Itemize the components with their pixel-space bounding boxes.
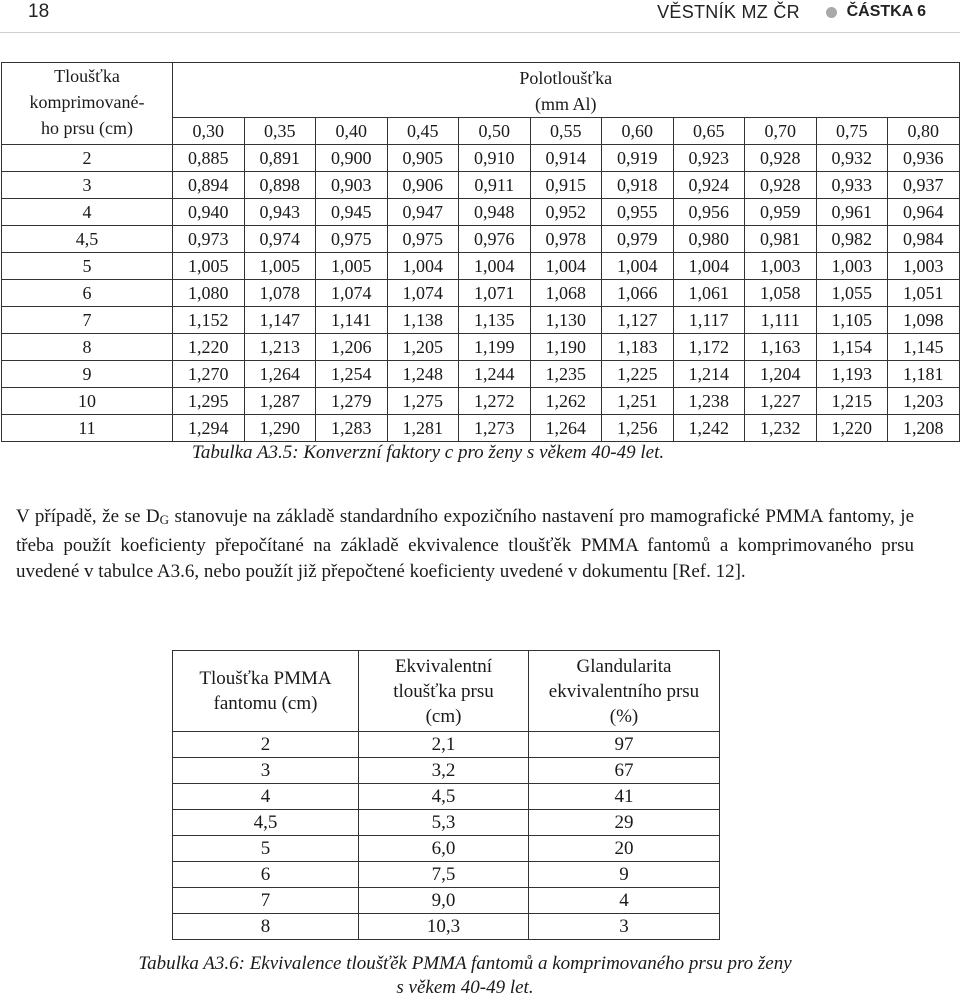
- column-header-line: (cm): [425, 705, 462, 727]
- group-header-line: Polotloušťka: [519, 68, 613, 88]
- table-cell: 6: [173, 862, 359, 888]
- table-cell: 0,945: [316, 199, 388, 226]
- table-cell: 0,914: [530, 145, 602, 172]
- table-cell: 0,955: [602, 199, 674, 226]
- table-cell: 1,190: [530, 334, 602, 361]
- table-cell: 1,138: [387, 307, 459, 334]
- column-header: [359, 651, 529, 732]
- table-cell: 0,918: [602, 172, 674, 199]
- table-cell: 1,111: [745, 307, 817, 334]
- table-cell: 97: [529, 732, 720, 758]
- table-cell: 1,283: [316, 415, 388, 442]
- column-header-line: ekvivalentního prsu: [548, 680, 700, 702]
- table-cell: 0,982: [816, 226, 888, 253]
- column-header-line: tloušťka prsu: [393, 680, 494, 702]
- table-cell: 1,003: [888, 253, 960, 280]
- column-header: 0,60: [602, 118, 674, 145]
- table-cell: 2,1: [359, 732, 529, 758]
- table-cell: 1,005: [173, 253, 245, 280]
- table-a3-6-caption: [90, 952, 840, 1000]
- table-cell: 1,172: [673, 334, 745, 361]
- table-cell: 10,3: [359, 914, 529, 940]
- table-cell: 1,279: [316, 388, 388, 415]
- column-header-line: fantomu (cm): [213, 693, 318, 714]
- table-cell: 1,254: [316, 361, 388, 388]
- table-cell: 1,238: [673, 388, 745, 415]
- table-row: [173, 836, 720, 862]
- table-cell: 0,981: [745, 226, 817, 253]
- table-cell: 0,961: [816, 199, 888, 226]
- table-cell: 0,933: [816, 172, 888, 199]
- table-cell: 4: [173, 784, 359, 810]
- table-cell: 1,294: [173, 415, 245, 442]
- issue-part: ČÁSTKA 6: [846, 3, 926, 20]
- table-cell: 1,220: [173, 334, 245, 361]
- table-cell: 0,978: [530, 226, 602, 253]
- table-cell: 1,264: [244, 361, 316, 388]
- table-cell: 0,948: [459, 199, 531, 226]
- table-cell: 0,975: [387, 226, 459, 253]
- table-cell: 0,979: [602, 226, 674, 253]
- paragraph-text-end: stanovuje na základě standardního expozičního nastavení pro mamografické PMMA fantomy, je třeba použít koeficienty přepočítané na základě ekvivalence tloušťěk PMMA fantomů a komprimovaného prsu uvedené v tabulce A3.6, nebo použít již přepočtené koeficienty uvedené v dokumentu [Ref. 12].: [16, 506, 915, 582]
- table-header-row: [173, 651, 720, 732]
- table-cell: 3: [173, 758, 359, 784]
- table-cell: 0,952: [530, 199, 602, 226]
- table-cell: 1,273: [459, 415, 531, 442]
- table-cell: 1,080: [173, 280, 245, 307]
- table-cell: 67: [529, 758, 720, 784]
- table-cell: 0,974: [244, 226, 316, 253]
- row-label: 10: [2, 388, 173, 415]
- pmma-equivalence-table: [172, 650, 720, 940]
- table-cell: 1,004: [602, 253, 674, 280]
- table-cell: 1,074: [387, 280, 459, 307]
- table-cell: 1,003: [745, 253, 817, 280]
- row-header-label: [2, 63, 173, 145]
- table-cell: 1,281: [387, 415, 459, 442]
- table-cell: 1,058: [745, 280, 817, 307]
- table-cell: 1,055: [816, 280, 888, 307]
- row-label: 7: [2, 307, 173, 334]
- row-header-label-line: ho prsu (cm): [41, 118, 133, 138]
- table-cell: 4: [529, 888, 720, 914]
- table-row: [2, 226, 960, 253]
- table-row: [2, 145, 960, 172]
- table-cell: 0,891: [244, 145, 316, 172]
- row-label: 9: [2, 361, 173, 388]
- table-cell: 1,066: [602, 280, 674, 307]
- table-cell: 1,275: [387, 388, 459, 415]
- table-cell: 1,130: [530, 307, 602, 334]
- table-row: [173, 888, 720, 914]
- table-cell: 1,074: [316, 280, 388, 307]
- column-header: [529, 651, 720, 732]
- column-header-line: Glandularita: [576, 655, 672, 677]
- table-cell: 3,2: [359, 758, 529, 784]
- table-cell: 0,959: [745, 199, 817, 226]
- table-cell: 1,270: [173, 361, 245, 388]
- table-row: [173, 862, 720, 888]
- table-cell: 0,940: [173, 199, 245, 226]
- table-cell: 1,105: [816, 307, 888, 334]
- table-cell: 0,900: [316, 145, 388, 172]
- table-cell: 5: [173, 836, 359, 862]
- journal-title: VĚSTNÍK MZ ČR: [657, 2, 800, 22]
- table-cell: 1,098: [888, 307, 960, 334]
- table-cell: 0,956: [673, 199, 745, 226]
- table-cell: 7: [173, 888, 359, 914]
- row-label: 11: [2, 415, 173, 442]
- table-row: [2, 334, 960, 361]
- row-label: 4: [2, 199, 173, 226]
- table-cell: 20: [529, 836, 720, 862]
- table-a3-5-caption: Tabulka A3.5: Konverzní faktory c pro ženy s věkem 40-49 let.: [192, 442, 665, 463]
- row-label: 8: [2, 334, 173, 361]
- table-cell: 1,068: [530, 280, 602, 307]
- table-cell: 0,903: [316, 172, 388, 199]
- column-header: 0,50: [459, 118, 531, 145]
- table-cell: 1,264: [530, 415, 602, 442]
- table-cell: 1,003: [816, 253, 888, 280]
- table-row: [2, 253, 960, 280]
- table-cell: 29: [529, 810, 720, 836]
- table-cell: 1,287: [244, 388, 316, 415]
- column-header-line: Tloušťka PMMA: [199, 668, 332, 689]
- table-cell: 0,943: [244, 199, 316, 226]
- conversion-factors-table: [1, 62, 960, 442]
- table-cell: 1,005: [244, 253, 316, 280]
- table-cell: 1,248: [387, 361, 459, 388]
- table-cell: 0,911: [459, 172, 531, 199]
- table-cell: 0,923: [673, 145, 745, 172]
- table-cell: 1,220: [816, 415, 888, 442]
- column-header: 0,80: [888, 118, 960, 145]
- table-cell: 0,964: [888, 199, 960, 226]
- group-header-line: (mm Al): [535, 94, 597, 114]
- row-label: 3: [2, 172, 173, 199]
- table-row: [173, 914, 720, 940]
- caption-line-1: Tabulka A3.6: Ekvivalence tloušťěk PMMA fantomů a komprimovaného prsu pro ženy: [138, 953, 792, 974]
- column-header-line: (%): [609, 705, 639, 727]
- table-row: [173, 810, 720, 836]
- table-cell: 1,127: [602, 307, 674, 334]
- table-row: [173, 784, 720, 810]
- table-cell: 4,5: [359, 784, 529, 810]
- column-header: 0,70: [745, 118, 817, 145]
- table-cell: 2: [173, 732, 359, 758]
- table-cell: 1,214: [673, 361, 745, 388]
- table-cell: 0,975: [316, 226, 388, 253]
- table-cell: 1,117: [673, 307, 745, 334]
- table-cell: 1,256: [602, 415, 674, 442]
- table-cell: 0,905: [387, 145, 459, 172]
- table-cell: 0,928: [745, 172, 817, 199]
- column-header: 0,40: [316, 118, 388, 145]
- table-cell: 1,272: [459, 388, 531, 415]
- table-cell: 0,915: [530, 172, 602, 199]
- column-header: 0,55: [530, 118, 602, 145]
- table-row: [2, 172, 960, 199]
- table-cell: 1,208: [888, 415, 960, 442]
- table-cell: 9: [529, 862, 720, 888]
- separator-dot-icon: [826, 7, 837, 18]
- column-header: [173, 651, 359, 732]
- table-cell: 1,154: [816, 334, 888, 361]
- column-header: 0,75: [816, 118, 888, 145]
- table-row: [2, 307, 960, 334]
- table-cell: 1,251: [602, 388, 674, 415]
- column-header: 0,35: [244, 118, 316, 145]
- header-divider: [0, 32, 960, 33]
- table-cell: 1,204: [745, 361, 817, 388]
- table-cell: 0,984: [888, 226, 960, 253]
- table-cell: 1,147: [244, 307, 316, 334]
- table-cell: 0,894: [173, 172, 245, 199]
- table-cell: 1,225: [602, 361, 674, 388]
- table-cell: 0,924: [673, 172, 745, 199]
- table-cell: 0,980: [673, 226, 745, 253]
- table-cell: 1,242: [673, 415, 745, 442]
- table-cell: 1,071: [459, 280, 531, 307]
- table-row: [2, 199, 960, 226]
- table-cell: 1,232: [745, 415, 817, 442]
- table-cell: 1,004: [673, 253, 745, 280]
- table-cell: 0,937: [888, 172, 960, 199]
- table-cell: 1,290: [244, 415, 316, 442]
- row-label: 6: [2, 280, 173, 307]
- table-cell: 1,206: [316, 334, 388, 361]
- table-cell: 1,213: [244, 334, 316, 361]
- table-row: [2, 361, 960, 388]
- table-cell: 1,262: [530, 388, 602, 415]
- table-cell: 1,215: [816, 388, 888, 415]
- table-cell: 1,078: [244, 280, 316, 307]
- row-label: 4,5: [2, 226, 173, 253]
- table-cell: 1,051: [888, 280, 960, 307]
- row-header-label-line: Tloušťka: [54, 66, 120, 86]
- table-cell: 0,919: [602, 145, 674, 172]
- table-row: [173, 732, 720, 758]
- table-cell: 1,193: [816, 361, 888, 388]
- table-cell: 1,181: [888, 361, 960, 388]
- row-label: 5: [2, 253, 173, 280]
- table-cell: 0,976: [459, 226, 531, 253]
- page-header: [0, 0, 960, 34]
- table-row: [2, 280, 960, 307]
- table-cell: 1,152: [173, 307, 245, 334]
- group-header: [173, 63, 960, 118]
- table-cell: 9,0: [359, 888, 529, 914]
- table-cell: 1,004: [387, 253, 459, 280]
- column-header-line: Ekvivalentní: [394, 655, 493, 677]
- table-cell: 1,145: [888, 334, 960, 361]
- table-cell: 4,5: [173, 810, 359, 836]
- page-number: 18: [28, 1, 50, 22]
- table-cell: 0,936: [888, 145, 960, 172]
- table-cell: 0,910: [459, 145, 531, 172]
- table-cell: 0,928: [745, 145, 817, 172]
- table-cell: 41: [529, 784, 720, 810]
- table-cell: 0,906: [387, 172, 459, 199]
- paragraph-subscript: G: [159, 512, 170, 527]
- table-cell: 1,244: [459, 361, 531, 388]
- table-cell: 1,061: [673, 280, 745, 307]
- table-cell: 1,199: [459, 334, 531, 361]
- table-cell: 1,183: [602, 334, 674, 361]
- paragraph-text-start: V případě, že se D: [16, 506, 160, 527]
- column-header: 0,30: [173, 118, 245, 145]
- table-cell: 0,932: [816, 145, 888, 172]
- table-cell: 0,973: [173, 226, 245, 253]
- body-paragraph: [16, 504, 914, 585]
- table-header-row: [2, 63, 960, 118]
- table-cell: 1,205: [387, 334, 459, 361]
- row-header-label-line: komprimované-: [29, 92, 145, 112]
- table-cell: 5,3: [359, 810, 529, 836]
- table-cell: 1,005: [316, 253, 388, 280]
- table-cell: 0,885: [173, 145, 245, 172]
- table-cell: 7,5: [359, 862, 529, 888]
- table-row: [173, 758, 720, 784]
- column-header: 0,65: [673, 118, 745, 145]
- table-cell: 8: [173, 914, 359, 940]
- caption-line-2: s věkem 40-49 let.: [396, 977, 534, 998]
- table-cell: 3: [529, 914, 720, 940]
- table-cell: 1,235: [530, 361, 602, 388]
- table-row: [2, 415, 960, 442]
- table-row: [2, 388, 960, 415]
- table-cell: 1,004: [530, 253, 602, 280]
- table-cell: 1,203: [888, 388, 960, 415]
- table-cell: 0,947: [387, 199, 459, 226]
- table-cell: 0,898: [244, 172, 316, 199]
- row-label: 2: [2, 145, 173, 172]
- table-cell: 1,004: [459, 253, 531, 280]
- table-cell: 1,141: [316, 307, 388, 334]
- table-cell: 1,163: [745, 334, 817, 361]
- table-cell: 1,135: [459, 307, 531, 334]
- table-cell: 6,0: [359, 836, 529, 862]
- table-cell: 1,227: [745, 388, 817, 415]
- column-header: 0,45: [387, 118, 459, 145]
- table-cell: 1,295: [173, 388, 245, 415]
